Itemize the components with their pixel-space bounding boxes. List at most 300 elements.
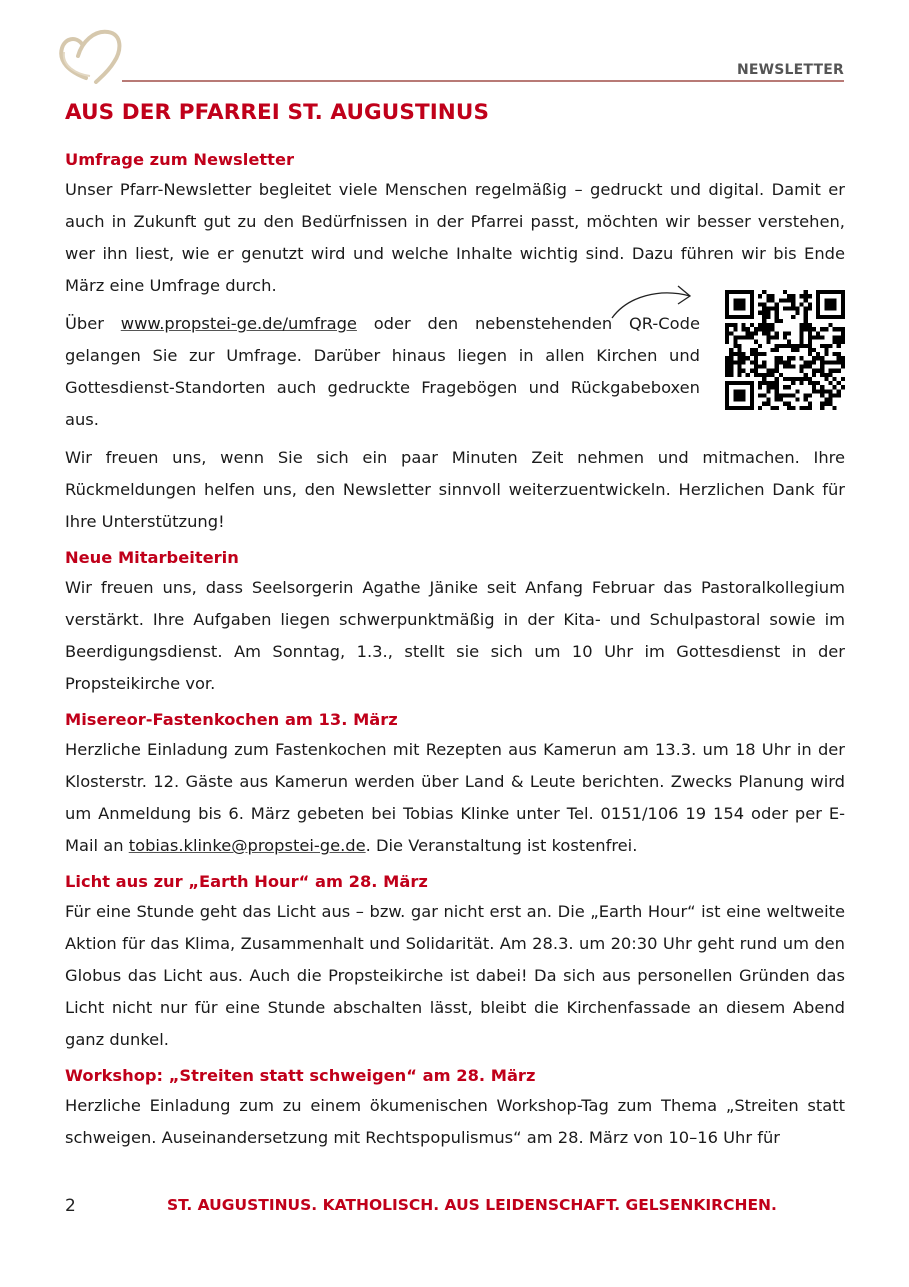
qr-module [824, 344, 828, 348]
qr-module [808, 364, 812, 368]
qr-module [791, 294, 795, 298]
qr-module [837, 356, 841, 360]
qr-module [804, 311, 808, 315]
curved-arrow-icon [610, 282, 695, 322]
qr-module [766, 398, 770, 402]
qr-module [795, 348, 799, 352]
qr-module [733, 389, 745, 401]
qr-module [791, 348, 795, 352]
qr-module [828, 398, 832, 402]
qr-module [771, 336, 775, 340]
qr-module [783, 377, 787, 381]
qr-module [737, 352, 741, 356]
qr-module [775, 319, 779, 323]
qr-module [766, 298, 770, 302]
qr-module [725, 360, 729, 364]
qr-module [808, 336, 812, 340]
qr-module [725, 369, 729, 373]
qr-module [750, 360, 754, 364]
qr-module [754, 373, 758, 377]
qr-module [737, 336, 741, 340]
qr-module [775, 360, 779, 364]
email-link[interactable]: tobias.klinke@propstei-ge.de [128, 836, 366, 855]
qr-module [828, 389, 832, 393]
qr-module [820, 389, 824, 393]
qr-module [758, 385, 762, 389]
qr-module [808, 377, 812, 381]
qr-module [799, 406, 803, 410]
qr-module [766, 323, 770, 327]
qr-module [841, 360, 845, 364]
qr-module [799, 377, 803, 381]
qr-module [799, 381, 803, 385]
paragraph: Wir freuen uns, wenn Sie sich ein paar Minuten Zeit nehmen und mitmachen. Ihre Rückmeldungen helfen uns, den Newsletter sinnvoll weiterzuentwickeln. Herzlichen Dank für Ihre Unterstützung! [65, 448, 845, 531]
qr-module [816, 356, 820, 360]
qr-module [828, 393, 832, 397]
qr-module [837, 340, 841, 344]
qr-module [841, 327, 845, 331]
qr-module [742, 336, 746, 340]
paragraph: Unser Pfarr-Newsletter begleitet viele Menschen regelmäßig – gedruckt und digital. Damit er auch in Zukunft gut zu den Bedürfnissen in der Pfarrei passt, möchten wir besser verstehen, wer ihn liest, wie er genutzt wird und welche Inhalte wichtig sind. Dazu führen wir bis Ende März eine Umfrage durch. [65, 180, 845, 295]
qr-module [783, 344, 787, 348]
qr-module [754, 331, 758, 335]
header-rule [122, 80, 844, 82]
qr-module [820, 336, 824, 340]
qr-module [783, 393, 787, 397]
qr-module [804, 406, 808, 410]
qr-module [729, 331, 733, 335]
qr-module [816, 381, 820, 385]
qr-module [804, 377, 808, 381]
qr-module [766, 327, 770, 331]
qr-module [820, 356, 824, 360]
qr-module [828, 373, 832, 377]
section-heading: Workshop: „Streiten statt schweigen“ am 28. März [65, 1066, 536, 1085]
qr-module [733, 327, 737, 331]
qr-module [787, 344, 791, 348]
qr-module [733, 336, 737, 340]
qr-module [812, 360, 816, 364]
qr-module [795, 344, 799, 348]
qr-module [787, 307, 791, 311]
qr-module [808, 302, 812, 306]
qr-module [808, 327, 812, 331]
qr-module [808, 348, 812, 352]
header-label: NEWSLETTER [736, 62, 844, 78]
qr-module [746, 331, 750, 335]
qr-module [833, 360, 837, 364]
qr-module [783, 364, 787, 368]
section-heading: Umfrage zum Newsletter [65, 150, 295, 169]
qr-module [762, 352, 766, 356]
qr-module [746, 356, 750, 360]
qr-module [766, 373, 770, 377]
qr-module [775, 302, 779, 306]
qr-module [804, 319, 808, 323]
qr-module [837, 369, 841, 373]
qr-module [804, 364, 808, 368]
qr-module [779, 398, 783, 402]
qr-module [787, 385, 791, 389]
qr-module [828, 344, 832, 348]
qr-module [758, 344, 762, 348]
qr-module [762, 311, 766, 315]
qr-module [771, 323, 775, 327]
qr-module [783, 360, 787, 364]
qr-module [812, 327, 816, 331]
qr-module [787, 377, 791, 381]
section-earth-hour [65, 868, 845, 1056]
qr-module [812, 385, 816, 389]
qr-module [812, 348, 816, 352]
qr-module [833, 352, 837, 356]
qr-module [758, 381, 762, 385]
qr-module [812, 336, 816, 340]
qr-module [771, 369, 775, 373]
qr-module [729, 356, 733, 360]
qr-module [775, 307, 779, 311]
qr-module [766, 311, 770, 315]
qr-module [758, 352, 762, 356]
qr-module [837, 393, 841, 397]
qr-module [837, 336, 841, 340]
qr-module [795, 398, 799, 402]
qr-module [771, 348, 775, 352]
qr-module [775, 393, 779, 397]
qr-module [729, 323, 733, 327]
qr-module [820, 406, 824, 410]
qr-module [787, 340, 791, 344]
qr-module [787, 406, 791, 410]
qr-module [787, 356, 791, 360]
qr-module [804, 344, 808, 348]
qr-module [737, 373, 741, 377]
text: oder den nebenstehenden QR-Code gelangen Sie zur Umfrage. Darüber hinaus liegen in allen Kirchen und Gottesdienst-Standorten auch gedruckte Fragebögen und Rückgabeboxen aus. [65, 314, 700, 429]
qr-module [799, 364, 803, 368]
qr-module [729, 373, 733, 377]
qr-module [816, 336, 820, 340]
footer-slogan: ST. AUGUSTINUS. KATHOLISCH. AUS LEIDENSCHAFT. GELSENKIRCHEN. [167, 1196, 777, 1214]
qr-module [771, 327, 775, 331]
qr-module [754, 348, 758, 352]
qr-module [725, 364, 729, 368]
qr-module [799, 294, 803, 298]
qr-module [828, 323, 832, 327]
qr-module [787, 360, 791, 364]
qr-module [779, 319, 783, 323]
qr-module [725, 327, 729, 331]
qr-module [775, 377, 779, 381]
qr-module [837, 389, 841, 393]
qr-module [812, 381, 816, 385]
paragraph [65, 308, 700, 436]
qr-module [729, 364, 733, 368]
qr-module [808, 381, 812, 385]
qr-module [787, 393, 791, 397]
qr-module [804, 298, 808, 302]
qr-module [754, 356, 758, 360]
qr-module [754, 364, 758, 368]
qr-module [775, 331, 779, 335]
qr-module [808, 307, 812, 311]
qr-module [808, 402, 812, 406]
qr-module [775, 406, 779, 410]
qr-module [771, 298, 775, 302]
qr-module [833, 327, 837, 331]
qr-module [808, 352, 812, 356]
qr-module [771, 385, 775, 389]
qr-module [775, 344, 779, 348]
qr-module [828, 360, 832, 364]
qr-module [766, 307, 770, 311]
qr-module [837, 327, 841, 331]
qr-module [725, 323, 729, 327]
qr-module [791, 393, 795, 397]
qr-module [746, 327, 750, 331]
qr-module [820, 402, 824, 406]
qr-module [824, 352, 828, 356]
qr-module [824, 327, 828, 331]
section-workshop [65, 1062, 845, 1154]
qr-module [808, 331, 812, 335]
qr-module [762, 393, 766, 397]
qr-module [791, 406, 795, 410]
paragraph: Wir freuen uns, dass Seelsorgerin Agathe Jänike seit Anfang Februar das Pastoralkollegium verstärkt. Ihre Aufgaben liegen schwerpunktmäßig in der Kita- und Schulpastoral sowie im Beerdigungsdienst. Am Sonntag, 1.3., stellt sie sich um 10 Uhr im Gottesdienst in der Propsteikirche vor. [65, 578, 845, 693]
qr-module [766, 331, 770, 335]
qr-module [775, 385, 779, 389]
qr-module [804, 290, 808, 294]
qr-module [799, 327, 803, 331]
qr-module [783, 336, 787, 340]
qr-module [795, 377, 799, 381]
qr-module [729, 348, 733, 352]
qr-module [766, 294, 770, 298]
qr-module [841, 336, 845, 340]
qr-module [762, 331, 766, 335]
qr-module [791, 344, 795, 348]
qr-module [771, 381, 775, 385]
qr-module [808, 360, 812, 364]
qr-module [828, 402, 832, 406]
qr-module [841, 356, 845, 360]
qr-module [812, 373, 816, 377]
qr-module [804, 360, 808, 364]
qr-module [837, 360, 841, 364]
qr-module [837, 381, 841, 385]
qr-module [725, 373, 729, 377]
qr-module [733, 298, 745, 310]
qr-module [791, 364, 795, 368]
qr-module [824, 389, 828, 393]
qr-module [833, 393, 837, 397]
qr-module [787, 294, 791, 298]
qr-module [750, 323, 754, 327]
qr-module [779, 298, 783, 302]
qr-module [758, 311, 762, 315]
qr-module [824, 348, 828, 352]
qr-module [841, 385, 845, 389]
qr-module [725, 336, 729, 340]
qr-module [820, 327, 824, 331]
qr-module [808, 340, 812, 344]
survey-link[interactable]: www.propstei-ge.de/umfrage [120, 314, 357, 333]
qr-module [742, 323, 746, 327]
qr-module [775, 398, 779, 402]
qr-module [737, 360, 741, 364]
qr-module [841, 377, 845, 381]
qr-module [820, 360, 824, 364]
qr-module [783, 307, 787, 311]
qr-module [775, 336, 779, 340]
qr-code-icon[interactable] [725, 290, 845, 410]
qr-module [833, 336, 837, 340]
qr-module [791, 302, 795, 306]
paragraph [65, 734, 845, 862]
qr-module [766, 369, 770, 373]
qr-module [746, 373, 750, 377]
qr-module [742, 369, 746, 373]
qr-module [812, 356, 816, 360]
qr-module [795, 307, 799, 311]
qr-module [766, 389, 770, 393]
qr-module [758, 393, 762, 397]
qr-module [799, 369, 803, 373]
qr-module [762, 302, 766, 306]
qr-module [771, 294, 775, 298]
qr-module [750, 336, 754, 340]
qr-module [754, 360, 758, 364]
qr-module [742, 360, 746, 364]
section-fastenkochen [65, 706, 845, 862]
qr-module [783, 402, 787, 406]
qr-module [804, 294, 808, 298]
qr-module [833, 406, 837, 410]
qr-module [833, 385, 837, 389]
qr-module [762, 364, 766, 368]
qr-module [808, 393, 812, 397]
qr-module [824, 377, 828, 381]
qr-module [804, 323, 808, 327]
qr-module [791, 356, 795, 360]
qr-module [804, 315, 808, 319]
qr-module [824, 373, 828, 377]
qr-module [816, 389, 820, 393]
article-content [65, 146, 845, 1160]
qr-module [762, 307, 766, 311]
qr-module [766, 336, 770, 340]
qr-module [750, 352, 754, 356]
qr-module [758, 302, 762, 306]
qr-module [779, 356, 783, 360]
qr-module [799, 331, 803, 335]
qr-module [820, 344, 824, 348]
qr-module [791, 381, 795, 385]
qr-module [783, 331, 787, 335]
qr-module [725, 356, 729, 360]
page-number: 2 [65, 1196, 76, 1216]
qr-module [804, 393, 808, 397]
qr-module [766, 402, 770, 406]
qr-module [804, 327, 808, 331]
qr-module [841, 364, 845, 368]
qr-module [787, 402, 791, 406]
qr-module [762, 290, 766, 294]
qr-module [804, 373, 808, 377]
qr-module [812, 389, 816, 393]
qr-module [754, 369, 758, 373]
qr-module [742, 327, 746, 331]
qr-module [754, 327, 758, 331]
qr-module [750, 369, 754, 373]
qr-module [729, 352, 733, 356]
qr-module [820, 369, 824, 373]
text: . Die Veranstaltung ist kostenfrei. [365, 836, 638, 855]
page-title: AUS DER PFARREI ST. AUGUSTINUS [65, 100, 490, 125]
qr-module [762, 377, 766, 381]
qr-module [783, 385, 787, 389]
qr-module [779, 373, 783, 377]
qr-module [820, 373, 824, 377]
qr-module [808, 344, 812, 348]
qr-module [733, 360, 737, 364]
qr-module [742, 356, 746, 360]
qr-module [791, 315, 795, 319]
qr-module [808, 294, 812, 298]
qr-module [775, 348, 779, 352]
qr-module [737, 356, 741, 360]
section-umfrage [65, 146, 845, 538]
qr-module [729, 369, 733, 373]
qr-module [828, 369, 832, 373]
paragraph: Für eine Stunde geht das Licht aus – bzw. gar nicht erst an. Die „Earth Hour“ ist eine weltweite Aktion für das Klima, Zusammenhalt und Solidarität. Am 28.3. um 20:30 Uhr geht rund um den Globus das Licht aus. Auch die Propsteikirche ist dabei! Da sich aus personellen Gründen das Licht nicht nur für eine Stunde abschalten lässt, bleibt die Kirchenfassade an diesem Abend ganz dunkel. [65, 902, 845, 1049]
qr-module [750, 348, 754, 352]
qr-module [775, 356, 779, 360]
qr-module [762, 323, 766, 327]
qr-module [791, 377, 795, 381]
qr-module [762, 315, 766, 319]
qr-module [799, 340, 803, 344]
qr-module [841, 340, 845, 344]
qr-module [779, 344, 783, 348]
qr-module [758, 327, 762, 331]
qr-module [804, 398, 808, 402]
qr-module [762, 373, 766, 377]
qr-module [833, 340, 837, 344]
qr-module [762, 319, 766, 323]
qr-module [816, 352, 820, 356]
qr-module [758, 294, 762, 298]
qr-module [824, 360, 828, 364]
text: Herzliche Einladung zum Fastenkochen mit Rezepten aus Kamerun am 13.3. um 18 Uhr in der Klosterstr. 12. Gäste aus Kamerun werden über Land & Leute berichten. Zwecks Planung wird um Anmeldung bis 6. März gebeten bei Tobias Klinke unter Tel. 0151/106 19 154 oder per E-Mail an [65, 740, 845, 855]
qr-module [808, 406, 812, 410]
qr-block [65, 308, 845, 436]
qr-module [808, 323, 812, 327]
qr-module [795, 389, 799, 393]
qr-module [733, 352, 737, 356]
qr-module [733, 344, 737, 348]
qr-module [725, 340, 729, 344]
qr-module [824, 298, 836, 310]
qr-module [733, 340, 737, 344]
qr-module [816, 369, 820, 373]
qr-module [820, 385, 824, 389]
qr-module [762, 360, 766, 364]
qr-module [758, 364, 762, 368]
qr-module [833, 377, 837, 381]
qr-module [799, 336, 803, 340]
qr-module [820, 364, 824, 368]
qr-module [762, 327, 766, 331]
